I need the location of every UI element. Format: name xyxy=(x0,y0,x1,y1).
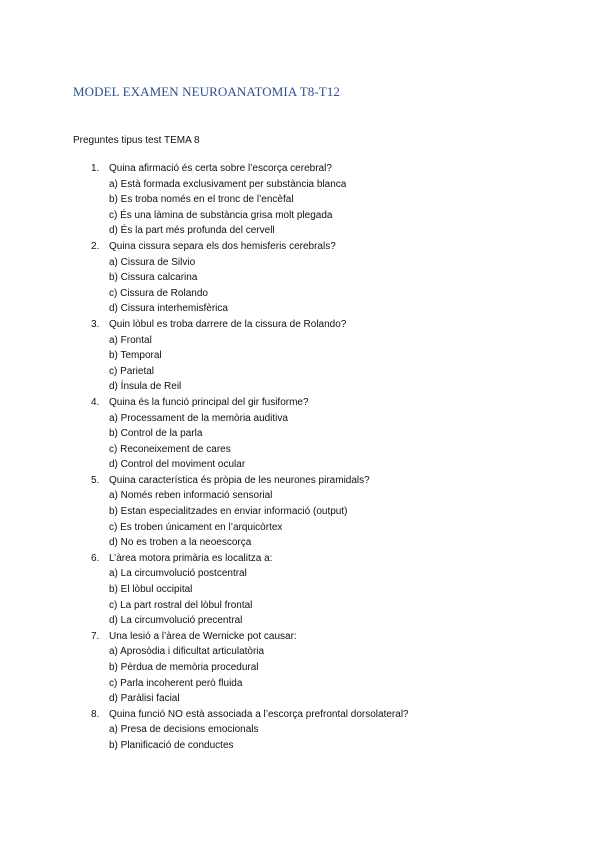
answer-option: b) Es troba només en el tronc de l’encèfal xyxy=(109,194,294,206)
answer-option: c) Parietal xyxy=(109,365,155,377)
answer-option: d) Paràlisi facial xyxy=(109,693,180,705)
question-text: Quina característica és pròpia de les neurones piramidals? xyxy=(109,474,370,486)
answer-option: d) Ínsula de Reil xyxy=(109,381,182,393)
answer-option: d) Control del moviment ocular xyxy=(109,459,246,471)
answer-option: c) Cissura de Rolando xyxy=(109,287,208,299)
question-text: Quina és la funció principal del gir fusiforme? xyxy=(109,396,309,408)
answer-option: b) Control de la parla xyxy=(109,428,203,440)
question-5 xyxy=(73,473,573,489)
question-number: 1. xyxy=(91,163,100,174)
answer-option: a) La circumvolució postcentral xyxy=(109,568,247,580)
answer-option: a) Només reben informació sensorial xyxy=(109,490,273,502)
question-number: 2. xyxy=(91,240,100,252)
question-number: 5. xyxy=(91,474,100,486)
question-text: Quina funció NO està associada a l’escorça prefrontal dorsolateral? xyxy=(109,708,409,720)
answer-option: c) Es troben únicament en l’arquicòrtex xyxy=(109,521,283,533)
question-2 xyxy=(73,239,573,255)
question-text: Quin lòbul es troba darrere de la cissura de Rolando? xyxy=(109,318,347,330)
answer-option: a) Processament de la memòria auditiva xyxy=(109,412,288,424)
answer-option: a) Frontal xyxy=(109,334,152,346)
question-6 xyxy=(73,551,573,567)
answer-option: c) És una làmina de substància grisa molt plegada xyxy=(109,209,333,221)
answer-option: d) És la part més profunda del cervell xyxy=(109,225,275,237)
answer-option: a) Presa de decisions emocionals xyxy=(109,724,259,736)
answer-option: a) Aprosòdia i dificultat articulatòria xyxy=(109,646,265,658)
question-number: 3. xyxy=(91,318,100,330)
answer-option: b) Estan especialitzades en enviar informació (output) xyxy=(109,506,348,518)
answer-option: a) Està formada exclusivament per substància blanca xyxy=(109,178,347,190)
question-7 xyxy=(73,629,573,645)
question-text: Quina afirmació és certa sobre l’escorça cerebral? xyxy=(109,163,332,174)
question-1 xyxy=(73,161,573,177)
question-text: L’àrea motora primària es localitza a: xyxy=(109,552,273,564)
answer-option: c) Parla incoherent però fluida xyxy=(109,677,243,689)
answer-option: b) Pèrdua de memòria procedural xyxy=(109,662,259,673)
question-4 xyxy=(73,395,573,411)
question-8 xyxy=(73,707,573,723)
question-list xyxy=(73,161,573,754)
question-number: 7. xyxy=(91,630,100,642)
section-heading: Preguntes tipus test TEMA 8 xyxy=(73,135,200,146)
document-title: MODEL EXAMEN NEUROANATOMIA T8-T12 xyxy=(73,84,341,99)
answer-option: b) Cissura calcarina xyxy=(109,272,198,284)
question-3 xyxy=(73,317,573,333)
answer-option: c) Reconeixement de cares xyxy=(109,443,231,455)
answer-option: d) Cissura interhemisfèrica xyxy=(109,303,228,315)
question-text: Una lesió a l’àrea de Wernicke pot causar: xyxy=(109,630,297,642)
answer-option: d) La circumvolució precentral xyxy=(109,615,243,627)
question-number: 4. xyxy=(91,396,100,408)
answer-option: b) Temporal xyxy=(109,350,162,362)
question-text: Quina cissura separa els dos hemisferis cerebrals? xyxy=(109,240,336,252)
answer-option: c) La part rostral del lòbul frontal xyxy=(109,599,253,611)
answer-option: b) El lòbul occipital xyxy=(109,584,193,596)
answer-option: a) Cissura de Silvio xyxy=(109,256,196,268)
answer-option: b) Planificació de conductes xyxy=(109,739,234,751)
question-number: 6. xyxy=(91,552,100,564)
question-number: 8. xyxy=(91,708,100,720)
answer-option: d) No es troben a la neoescorça xyxy=(109,537,252,549)
